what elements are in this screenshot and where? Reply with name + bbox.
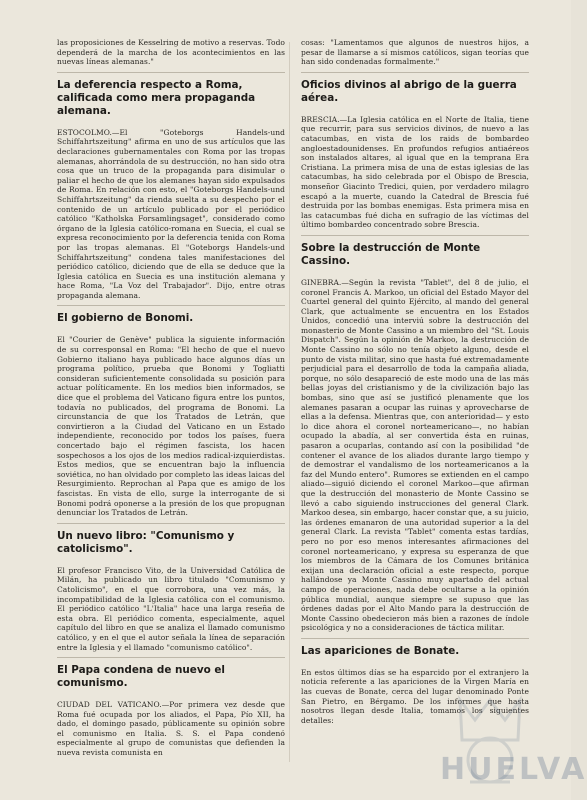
heading-deferencia-roma: La deferencia respecto a Roma, calificada como mera propaganda alemana. xyxy=(57,78,256,117)
right-column xyxy=(301,38,529,798)
body-apariciones-bonate: En estos últimos días se ha esparcido por el extranjero la noticia referente a las apariciones de la Virgen María en las cuevas de Bonate, cerca del lugar denominado Ponte San Pietro, en Bérgamo. De los informes que hasta nosotros llegan desde Italia, tomamos los siguientes detalles: xyxy=(301,667,529,725)
section-rule xyxy=(57,72,285,73)
body-monte-cassino: GINEBRA.—Según la revista "Tablet", del 8 de julio, el coronel Francis A. Markoo, un oficial del Estado Mayor del Cuartel general del quinto Ejército, al mando del general Clark, que actualmente se encuentra en los Estados Unidos, concedió una interviú sobre la destrucción del monasterio de Monte Cassino a un miembro del "St. Louis Dispatch". Según la opinión de Markoo, la destrucción de Monte Cassino no sólo no tenía objeto alguno, desde el punto de vista militar, sino que hasta fué extremadamente perjudicial para el desarrollo de toda la campaña aliada, porque, no sólo desapareció de este modo una de las más bellas joyas del cristianismo y de la civilización bajo las bombas, sino que así se justificó plenamente que los alemanes pasaran a ocupar las ruinas y aprovecharse de ellas a la defensa. Mientras que, con anterioridad— y esto lo dice ahora el coronel norteamericano—, no habían ocupado la abadía, al ser convertida ésta en ruinas, pasaron a ocuparlas, contando así con la posibilidad "de contener el avance de los aliados durante largo tiempo y de demostrar el vandalismo de los norteamericanos a la faz del Mundo entero". Rumores se extienden en el campo aliado—siguió diciendo el coronel Markoo—que afirman que la destrucción del monasterio de Monte Cassino se llevó a cabo siguiendo instrucciones del general Clark. Markoo desea, sin embargo, hacer constar que, a su juicio, las órdenes emanaron de una autoridad superior a la del general Clark. La revista "Tablet" comenta estas tardías, pero no por eso menos interesantes afirmaciones del coronel norteamericano, y expresa su esperanza de que los miembros de la Cámara de los Comunes británica exijan una declaración oficial a este respecto, porque hallándose ya Monte Cassino muy apartado del actual campo de operaciones, nada debe ocultarse a la opinión pública mundial, aunque siempre se supuso que las órdenes dadas por el Alto Mando para la destrucción de Monte Cassino obedecieron más bien a razones de índole psicológica y no a consideraciones de táctica militar. xyxy=(301,277,529,633)
right-intro-text: cosas: "Lamentamos que algunos de nuestros hijos, a pesar de llamarse a sí mismos católicos, sigan teorías que han sido condenadas formalmente." xyxy=(301,38,529,67)
heading-oficios-divinos: Oficios divinos al abrigo de la guerra aérea. xyxy=(301,78,517,104)
heading-papa-condena: El Papa condena de nuevo el comunismo. xyxy=(57,664,225,690)
section-rule xyxy=(57,305,285,306)
section-rule xyxy=(301,638,529,639)
heading-apariciones-bonate: Las apariciones de Bonate. xyxy=(301,644,460,657)
watermark-text: HUELVA xyxy=(440,752,587,787)
section-rule xyxy=(301,235,529,236)
heading-nuevo-libro: Un nuevo libro: "Comunismo y catolicismo". xyxy=(57,529,235,555)
section-rule xyxy=(301,72,529,73)
body-gobierno-bonomi: El "Courier de Genève" publica la siguiente información de su corresponsal en Roma: "El hecho de que el nuevo Gobierno italiano haya publicado hace algunos días un programa político, prueba que Bonomi y Togliatti consideran suficientemente consolidada su posición para actuar políticamente. En los medios bien informados, se dice que el problema del Vaticano figura entre los puntos, todavía no publicados, del programa de Bonomi. La circunstancia de que los Tratados de Letrán, que convirtieron a la Ciudad del Vaticano en un Estado independiente, reconocido por todos los países, fuera concertado bajo el régimen fascista, los hacen sospechosos a los ojos de los medios radical-izquierdistas. Estos medios, que se encuentran bajo la influencia soviética, no han olvidado por completo las ideas laicas del Resurgimiento. Reprochan al Papa que es amigo de los fascistas. En vista de ello, surge la interrogante de si Bonomi podrá oponerse a la presión de los que propugnan denunciar los Tratados de Letrán. xyxy=(57,335,285,518)
body-oficios-divinos: BRESCIA.—La Iglesia católica en el Norte de Italia, tiene que recurrir, para sus servicios divinos, de nuevo a las catacumbas, en vista de los raids de bombardeo angloestadounidenses. En profundos refugios antiaéreos son instalados altares, al igual que en la temprana Era Cristiana. La primera misa de una de estas iglesias de las catacumbas, ha sido celebrada por el Obispo de Brescia, monseñor Giacinto Tredici, quien, por verdadero milagro escapó a la muerte, cuando la Catedral de Brescia fué destruida por las bombas enemigas. Esta primera misa en las catacumbas fué dicha en sufragio de las víctimas del último bombardeo concentrado sobre Brescia. xyxy=(301,114,529,230)
left-column xyxy=(57,38,285,798)
body-deferencia-roma: ESTOCOLMO.—El "Goteborgs Handels-und Schiffahrtszeitung" afirma en uno de sus artículos que las declaraciones gubernamentales con Roma por las tropas alemanas, ahorrándola de su destrucción, no han sido otra cosa que un truco de la propaganda para disimular o paliar el hecho de que los alemanes hayan sido expulsados de Roma. En relación con esto, el "Goteborgs Handels-und Schiffahrtszeitung" da rienda suelta a su despecho por el contenido de un artículo publicado por el periódico católico "Katholska Forsamlingsaget", considerado como órgano de la Iglesia católico-romana en Suecia, el cual se expresa reconocimiento por la deferencia tenida con Roma por las tropas alemanas. El "Goteborgs Handels-und Schiffahrtszeitung" condena tales manifestaciones del periódico católico, diciendo que de ella se deduce que la Iglesia católica en Suecia es una institución alemana y hace Roma, "La Voz del Trabajador". Dijo, entre otras propaganda alemana. xyxy=(57,127,285,300)
heading-gobierno-bonomi: El gobierno de Bonomi. xyxy=(57,312,194,325)
left-intro-text: las proposiciones de Kesselring de motivo a reservas. Todo dependerá de la marcha de los acontecimientos en las nuevas líneas alemanas." xyxy=(57,38,285,67)
column-divider xyxy=(289,42,290,762)
section-rule xyxy=(57,523,285,524)
heading-monte-cassino: Sobre la destrucción de Monte Cassino. xyxy=(301,241,481,267)
body-papa-condena: CIUDAD DEL VATICANO.—Por primera vez desde que Roma fué ocupada por los aliados, el Papa, Pío XII, ha dado, el domingo pasado, públicamente su opinión sobre el comunismo en Italia. S. S. el Papa condenó especialmente al grupo de comunistas que defienden la nueva revista comunista en xyxy=(57,700,285,758)
body-nuevo-libro: El profesor Francisco Vito, de la Universidad Católica de Milán, ha publicado un libro titulado "Comunismo y Catolicismo", en el que corrobora, una vez más, la incompatibilidad de la Iglesia católica con el comunismo. El periódico católico "L'Italia" hace una larga reseña de esta obra. El periódico comenta, especialmente, aquel capítulo del libro en que se analiza el llamado comunismo católico, y en el que el autor señala la línea de separación entre la Iglesia y el llamado "comunismo católico". xyxy=(57,565,285,652)
section-rule xyxy=(57,657,285,658)
